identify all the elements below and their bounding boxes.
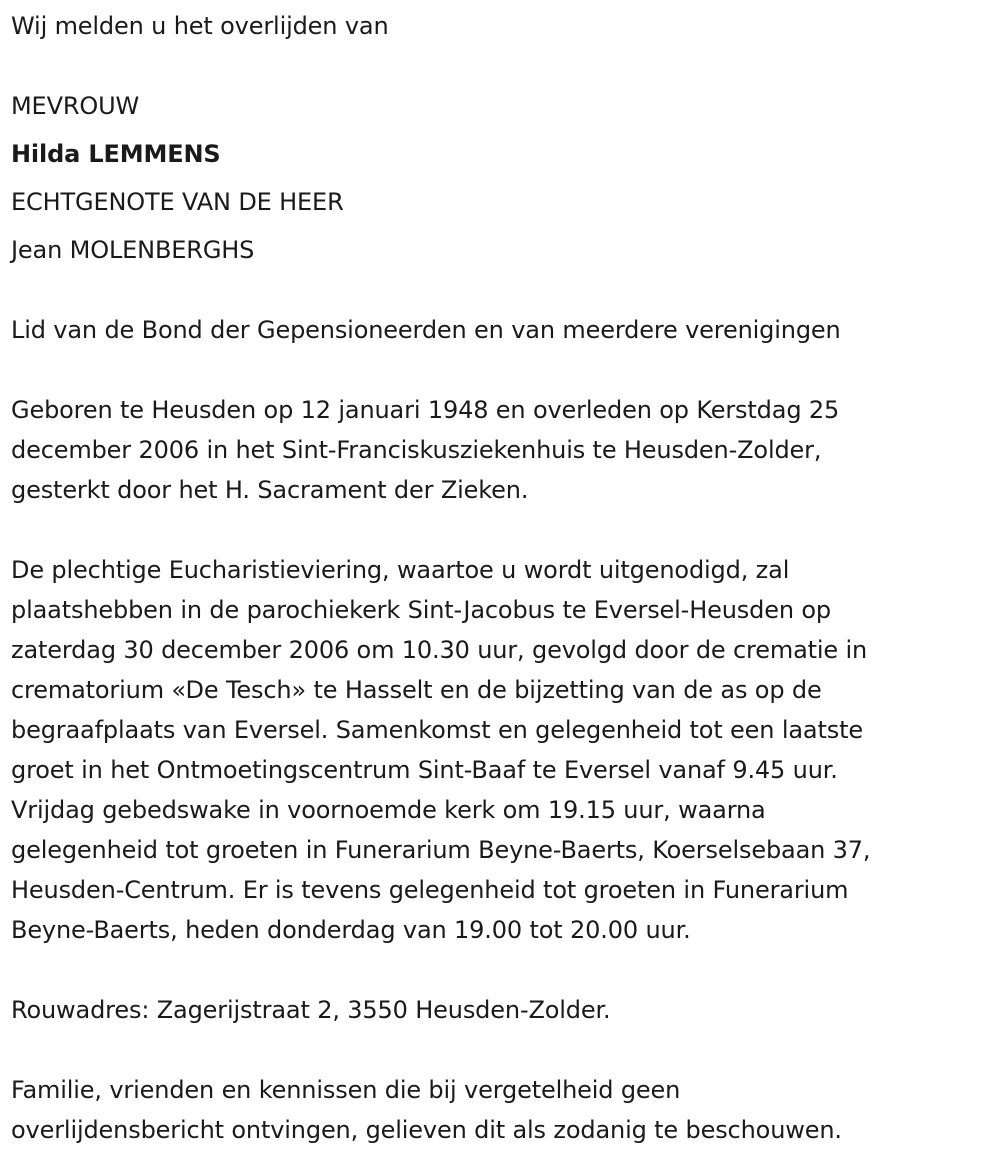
paragraph-line: groet in het Ontmoetingscentrum Sint-Baaf te Eversel vanaf 9.45 uur. (11, 756, 838, 784)
paragraph-line: crematorium «De Tesch» te Hasselt en de bijzetting van de as op de (11, 676, 822, 704)
closing-paragraph (11, 1070, 986, 1150)
paragraph-line: De plechtige Eucharistieviering, waartoe u wordt uitgenodigd, zal (11, 556, 790, 584)
paragraph-line: gesterkt door het H. Sacrament der Zieken. (11, 476, 529, 504)
intro-line: Wij melden u het overlijden van (11, 12, 389, 40)
spouse-name: Jean MOLENBERGHS (11, 236, 255, 264)
paragraph-line: Geboren te Heusden op 12 januari 1948 en overleden op Kerstdag 25 (11, 396, 840, 424)
paragraph-line: Vrijdag gebedswake in voornoemde kerk om 19.15 uur, waarna (11, 796, 766, 824)
relation-line: ECHTGENOTE VAN DE HEER (11, 188, 344, 216)
birth-death-paragraph (11, 390, 986, 510)
paragraph-line: Familie, vrienden en kennissen die bij vergetelheid geen (11, 1076, 681, 1104)
paragraph-line: begraafplaats van Eversel. Samenkomst en gelegenheid tot een laatste (11, 716, 863, 744)
membership-line: Lid van de Bond der Gepensioneerden en van meerdere verenigingen (11, 316, 841, 344)
title-line: MEVROUW (11, 92, 140, 120)
paragraph-line: plaatshebben in de parochiekerk Sint-Jacobus te Eversel-Heusden op (11, 596, 831, 624)
ceremony-paragraph (11, 550, 986, 950)
paragraph-line: Heusden-Centrum. Er is tevens gelegenheid tot groeten in Funerarium (11, 876, 849, 904)
paragraph-line: Beyne-Baerts, heden donderdag van 19.00 tot 20.00 uur. (11, 916, 691, 944)
paragraph-line: zaterdag 30 december 2006 om 10.30 uur, gevolgd door de crematie in (11, 636, 868, 664)
mourning-address: Rouwadres: Zagerijstraat 2, 3550 Heusden-Zolder. (11, 996, 611, 1024)
paragraph-line: gelegenheid tot groeten in Funerarium Beyne-Baerts, Koerselsebaan 37, (11, 836, 871, 864)
paragraph-line: december 2006 in het Sint-Franciskusziekenhuis te Heusden-Zolder, (11, 436, 822, 464)
paragraph-line: overlijdensbericht ontvingen, gelieven dit als zodanig te beschouwen. (11, 1116, 842, 1144)
deceased-name: Hilda LEMMENS (11, 140, 221, 168)
